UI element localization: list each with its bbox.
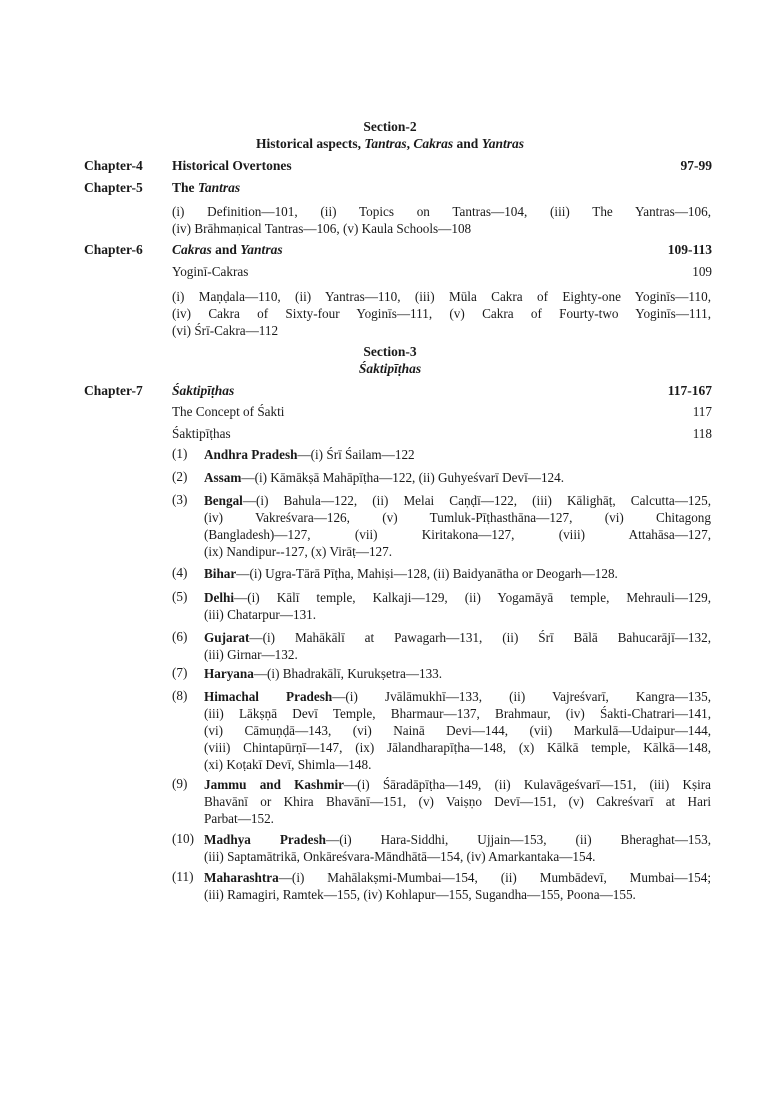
toc-entry-chapter-4[interactable] — [0, 157, 780, 175]
chapter-label: Chapter-5 — [84, 180, 143, 195]
toc-page: Section-2 Historical aspects, Tantras, Cakras and Yantras Chapter-4 Historical Overtones 97-99 Chapter-5 The Tantras (i) Definition—101, (ii) Topics on Tantras—104, (iii) The Yantras—106, (iv) Brāhmaṇical Tantras—106, (v) Kaula Schools—108 Chapter-6 Cakras and Yantras 109-113 Yoginī-Cakras 109 (i) Maṇḍala—110, (ii) Yantras—110, (iii) Mūla Cakra of Eighty-one Yoginīs—110, (iv) Cakra of Sixty-four Yoginīs—111, (v) Cakra of Fourty-two Yoginīs—111, (vi) Śrī-Cakra—112 Section-3 Śaktipīṭhas Chapter-7 Śaktipīṭhas 117-167 The Concept of Śakti 117 Śaktipīṭhas 118 (1) Andhra Pradesh—(i) Śrī Śailam—122 (2) Assam—(i) Kāmākṣā Mahāpīṭha—122, (ii) Guhyeśvarī Devī—124. (3) Bengal—(i) Bahula—122, (ii) Melai Caṇḍī—122, (iii) Kālighāṭ, Calcutta—125, (iv) Vakreśvara—126, (v) Tumluk-Pīṭhasthāna—127, (vi) Chitagong (Bangladesh)—127, (vii) Kiritakona—127, (viii) Attahāsa—127, (ix) Nandipur--127, (x) Virāṭ—127. (4) Bihar—(i) Ugra-Tārā Pīṭha, Mahiṣi—128, (ii) Baidyanātha or Deogarh—128. (5) Delhi—(i) Kālī temple, Kalkaji—129, (ii) Yogamāyā temple, Mehrauli—129, (iii) Chatarpur—131. (6) Gujarat—(i) Mahākālī at Pawagarh—131, (ii) Śrī Bālā Bahucarājī—132, (iii) Girnar—132. (7) Haryana—(i) Bhadrakālī, Kurukṣetra—133. (8) Himachal Pradesh—(i) Jvālāmukhī—133, (ii) Vajreśvarī, Kangra—135, (iii) Lākṣṇā Devī Temple, Bharmaur—137, Brahmaur, (iv) Śakti-Chatrari—141, (vi) Cāmuṇḍā—143, (vi) Nainā Devi—144, (vii) Markulā—Udaipur—144, (viii) Chintapūrṇī—147, (ix) Jālandharapīṭha—148, (x) Kālkā temple, Kālkā—148, (xi) Koṭakī Devī, Shimla—148. (9) Jammu and Kashmir—(i) Śāradāpīṭha—149, (ii) Kulavāgeśvarī—151, (iii) Kṣira Bhavānī or Khira Bhavānī—151, (v) Vaiṣṇo Devī—151, (v) Cakreśvarī at Hari Parbat—152. (10) Madhya Pradesh—(i) Hara-Siddhi, Ujjain—153, (ii) Bheraghat—153, (iii) Saptamātrikā, Onkāreśvara-Māndhātā—154, (iv) Amarkantaka—154. (11) Maharashtra—(i) Mahālakṣmi-Mumbai—154, (ii) Mumbādevī, Mumbai—154; (iii) Ramagiri, Ramtek—155, (iv) Kohlapur—155, Sugandha—155, Poona—155. — [0, 0, 780, 1108]
item-number: (11) — [172, 869, 194, 884]
item-number: (4) — [172, 565, 188, 580]
chapter-title: The Tantras — [172, 180, 241, 195]
chapter-label: Chapter-6 — [84, 242, 143, 257]
page-number: 117 — [692, 404, 712, 419]
item-number: (1) — [172, 446, 188, 461]
chapter-title: Śaktipīṭhas — [172, 383, 235, 398]
toc-entry-chapter-7[interactable] — [0, 382, 780, 400]
toc-subentry-yogini-cakras[interactable] — [0, 263, 780, 281]
toc-entry-chapter-6[interactable] — [0, 241, 780, 259]
chapter-title: Cakras and Yantras — [172, 242, 283, 257]
item-number: (10) — [172, 831, 194, 846]
subentry-title: The Concept of Śakti — [172, 404, 285, 419]
item-number: (8) — [172, 688, 188, 703]
item-number: (9) — [172, 776, 188, 791]
page-number: 109 — [692, 264, 712, 279]
page-range: 117-167 — [667, 383, 712, 398]
item-number: (7) — [172, 665, 188, 680]
item-number: (5) — [172, 589, 188, 604]
section-2-label: Section-2 — [363, 119, 417, 134]
section-3-label: Section-3 — [363, 344, 417, 359]
section-3-title: Śaktipīṭhas — [358, 361, 422, 376]
toc-entry-chapter-5[interactable] — [0, 179, 780, 197]
page-range: 97-99 — [680, 158, 712, 173]
chapter-label: Chapter-7 — [84, 383, 143, 398]
item-number: (6) — [172, 629, 188, 644]
chapter-6-contents: (i) Maṇḍala—110, (ii) Yantras—110, (iii) Mūla Cakra of Eighty-one Yoginīs—110, (iv) Cakra of Sixty-four Yoginīs—111, (v) Cakra of Fourty-two Yoginīs—111, (vi) Śrī-Cakra—112 — [172, 289, 711, 338]
subentry-title: Śaktipīṭhas — [172, 426, 231, 441]
subentry-title: Yoginī-Cakras — [172, 264, 249, 279]
chapter-label: Chapter-4 — [84, 158, 143, 173]
chapter-title: Historical Overtones — [172, 158, 292, 173]
chapter-5-contents: (i) Definition—101, (ii) Topics on Tantras—104, (iii) The Yantras—106, (iv) Brāhmaṇical Tantras—106, (v) Kaula Schools—108 — [172, 204, 711, 236]
toc-subentry-saktipithas[interactable] — [0, 425, 780, 443]
toc-subentry-concept-of-sakti[interactable] — [0, 403, 780, 421]
page-number: 118 — [692, 426, 712, 441]
page-range: 109-113 — [667, 242, 712, 257]
section-2-title: Historical aspects, Tantras, Cakras and Yantras — [256, 136, 524, 151]
item-number: (3) — [172, 492, 188, 507]
item-number: (2) — [172, 469, 188, 484]
